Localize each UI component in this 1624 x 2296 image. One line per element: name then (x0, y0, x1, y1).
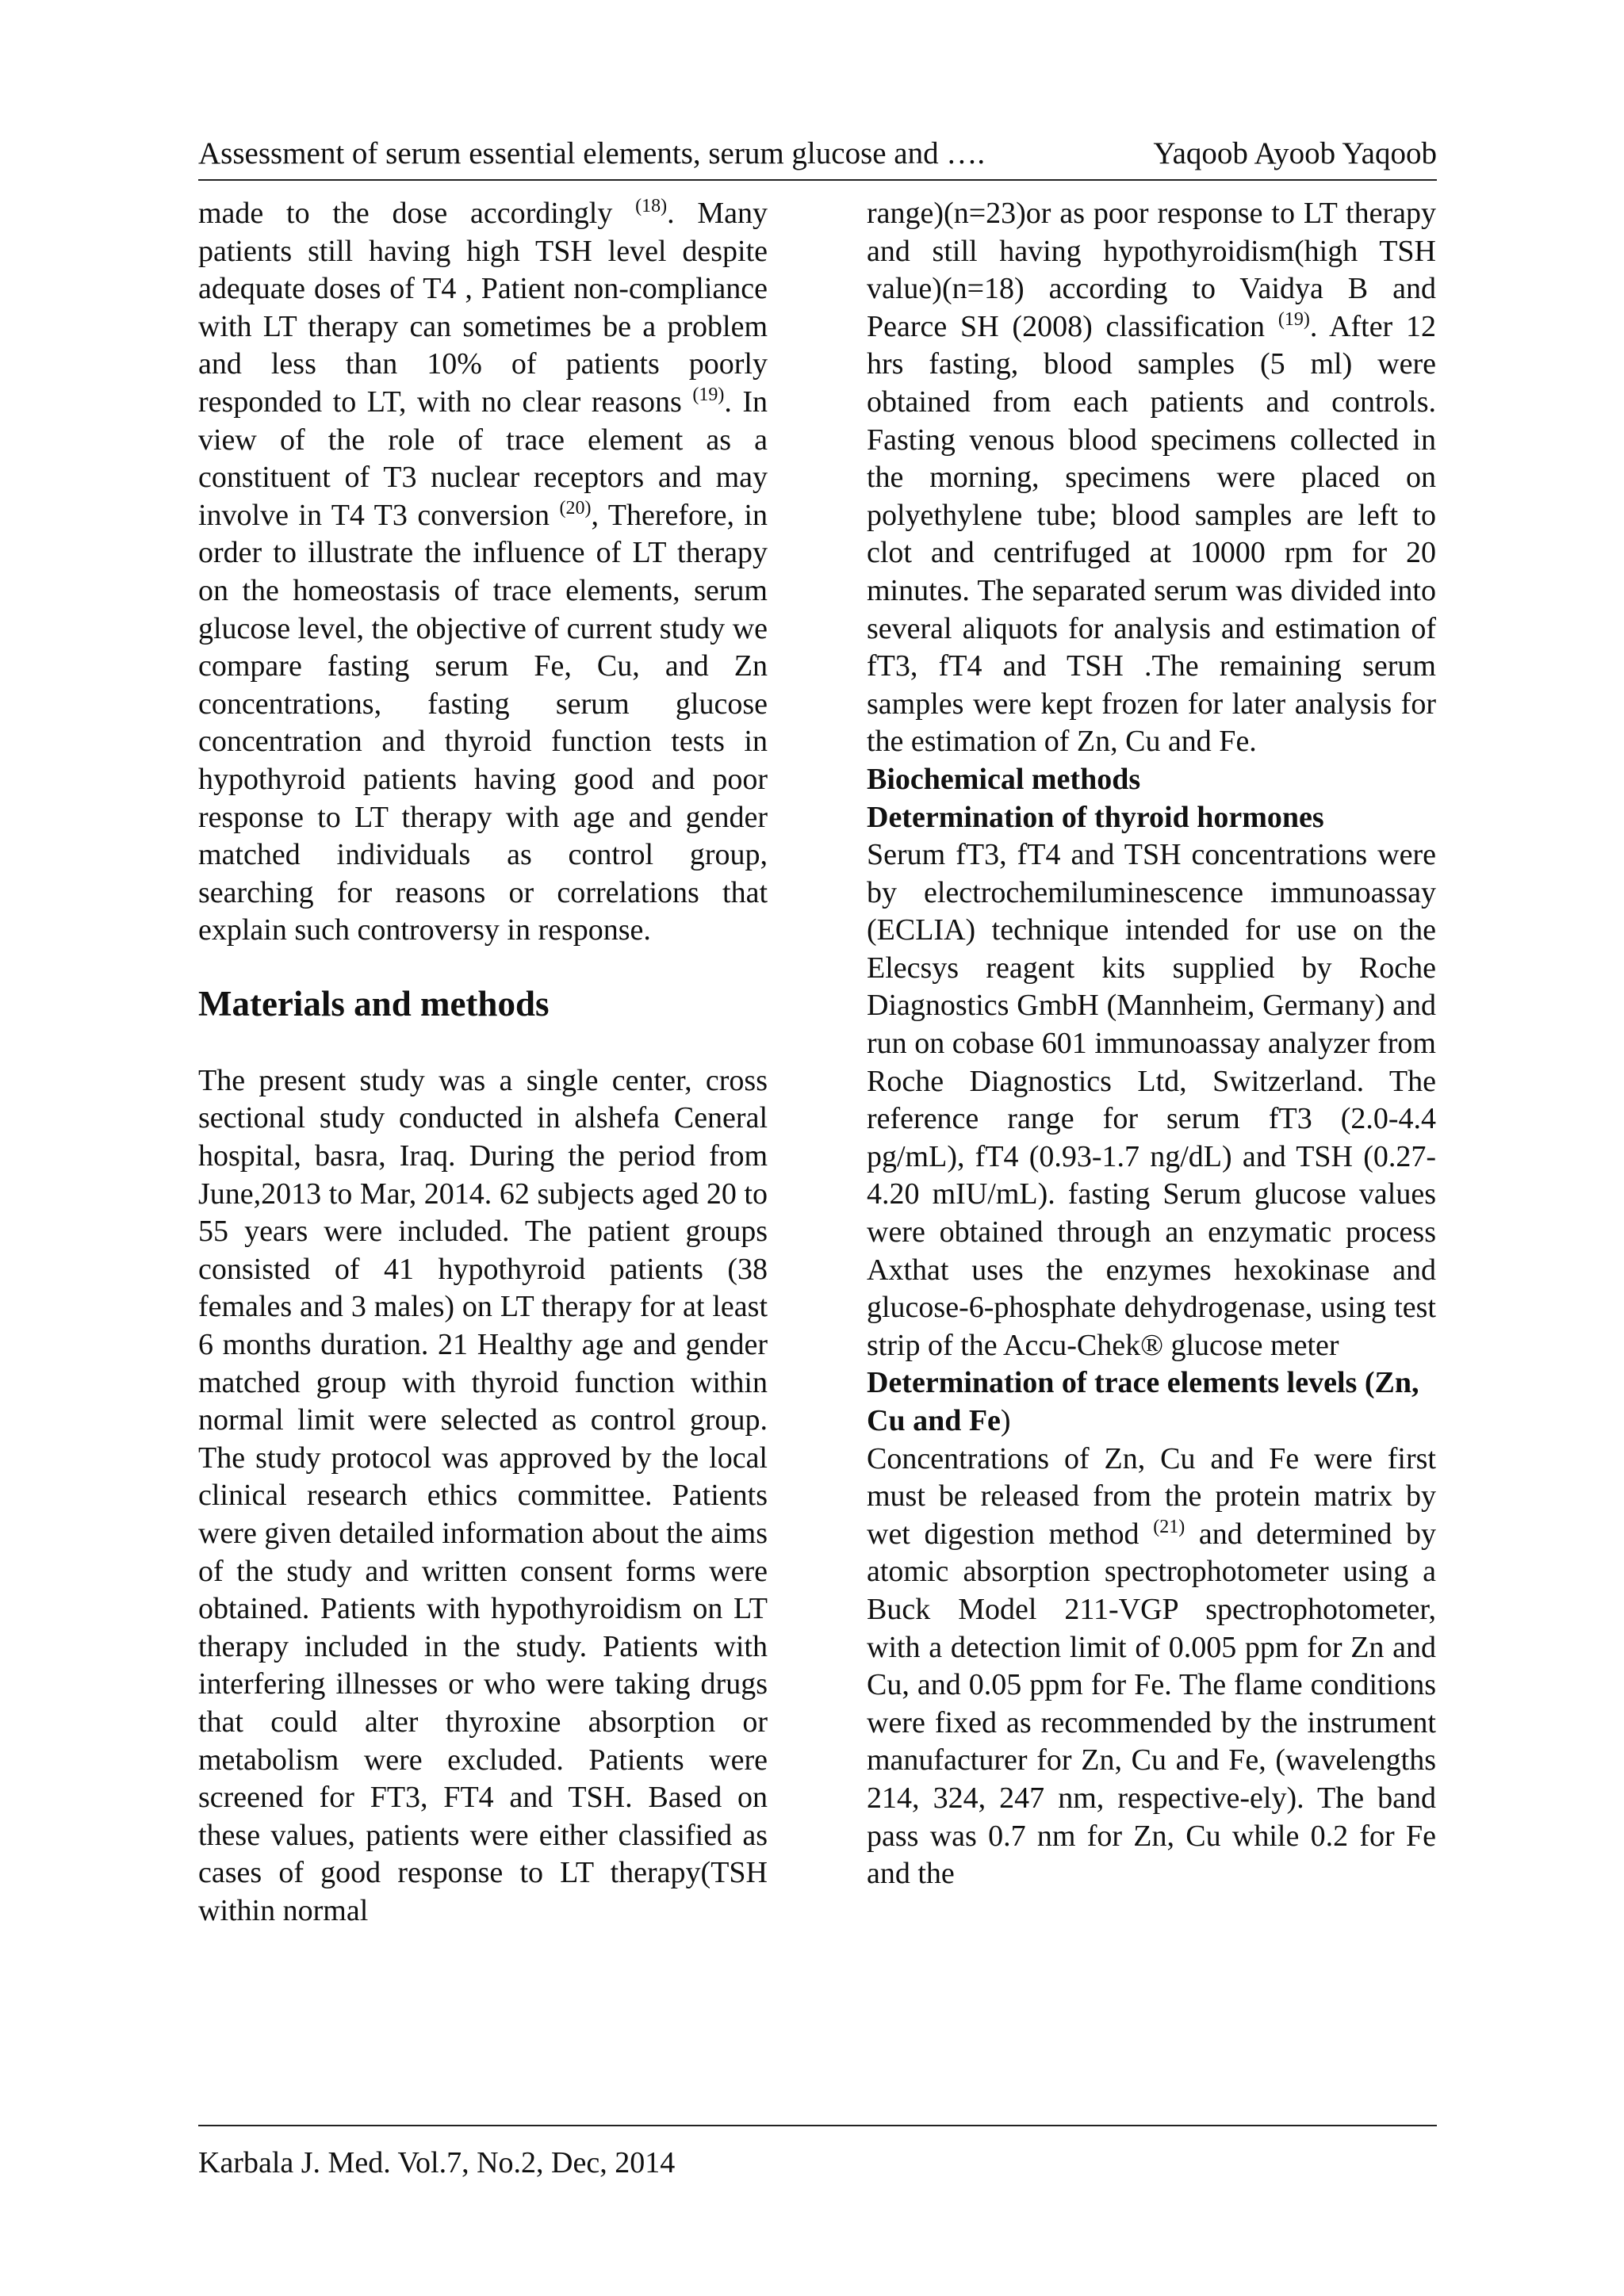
running-header (198, 133, 1437, 181)
header-author: Yaqoob Ayoob Yaqoob (1153, 136, 1437, 170)
subheading-trace-elements-paren: ) (1000, 1404, 1011, 1437)
citation-superscript: (20) (559, 497, 592, 519)
right-column (867, 195, 1436, 1893)
thyroid-paragraph: Serum fT3, fT4 and TSH concentrations were by electrochemiluminescence immunoassay (ECLIA) technique intended for use on the Elecsys reagent kits supplied by Roche Diagnostics GmbH (Mannheim, Germany) and run on cobase 601 immunoassay analyzer from Roche Diagnostics Ltd, Switzerland. The reference range for serum fT3 (2.0-4.4 pg/mL), fT4 (0.93-1.7 ng/dL) and TSH (0.27-4.20 mIU/mL). fasting Serum glucose values were obtained through an enzymatic process Axthat uses the enzymes hexokinase and glucose-6-phosphate dehydrogenase, using test strip of the Accu-Chek® glucose meter (867, 838, 1436, 1362)
subheading-trace-elements-text: Determination of trace elements levels (Zn, Cu and Fe (867, 1366, 1419, 1437)
citation-superscript: (18) (635, 196, 668, 216)
subheading-trace-elements (867, 1364, 1436, 1440)
citation-superscript: (19) (1277, 308, 1310, 330)
header-title: Assessment of serum essential elements, serum glucose and …. (198, 136, 986, 170)
running-footer (198, 2125, 1437, 2183)
left-column (198, 195, 768, 1931)
methods-paragraph: The present study was a single center, cross sectional study conducted in alshefa Ceneral hospital, basra, Iraq. During the period from June,2013 to Mar, 2014. 62 subjects aged 20 to 55 years were included. The patient groups consisted of 41 hypothyroid patients (38 females and 3 males) on LT therapy for at least 6 months duration. 21 Healthy age and gender matched group with thyroid function within normal limit were selected as control group. The study protocol was approved by the local clinical research ethics committee. Patients were given detailed information about the aims of the study and written consent forms were obtained. Patients with hypothyroidism on LT therapy included in the study. Patients with interfering illnesses or who were taking drugs that could alter thyroxine absorption or metabolism were excluded. Patients were screened for FT3, FT4 and TSH. Based on these values, patients were either classified as cases of good response to LT therapy(TSH within normal (198, 1063, 768, 1927)
trace-elements-paragraph: Concentrations of Zn, Cu and Fe were first must be released from the protein matrix by wet digestion method $^{(21)}$ and determined by atomic absorption spectrophotometer using a Buck Model 211-VGP spectrophotometer, with a detection limit of 0.005 ppm for Zn and Cu, and 0.05 ppm for Fe. The flame conditions were fixed as recommended by the instrument manufacturer for Zn, Cu and Fe, (wavelengths 214, 324, 247 nm, respective-ely). The band pass was 0.7 nm for Zn, Cu while 0.2 for Fe and the (867, 1441, 1436, 1891)
section-title: Materials and methods (198, 983, 550, 1024)
citation-superscript: (19) (692, 384, 725, 405)
subheading-biochemical-methods: Biochemical methods (867, 762, 1141, 796)
journal-citation: Karbala J. Med. Vol.7, No.2, Dec, 2014 (198, 2146, 676, 2179)
citation-superscript: (21) (1153, 1516, 1185, 1537)
subheading-thyroid-hormones: Determination of thyroid hormones (867, 800, 1324, 834)
methods-continued-paragraph: range)(n=23)or as poor response to LT therapy and still having hypothyroidism(high TSH value)(n=18) according to Vaidya B and Pearce SH (2008) classification $^{(19)}$. After 12 hrs fasting, blood samples (5 ml) were obtained from each patients and controls. Fasting venous blood specimens collected in the morning, specimens were placed on polyethylene tube; blood samples are left to clot and centrifuged at 10000 rpm for 20 minutes. The separated serum was divided into several aliquots for analysis and estimation of fT3, fT4 and TSH .The remaining serum samples were kept frozen for later analysis for the estimation of Zn, Cu and Fe. (867, 197, 1437, 759)
intro-paragraph: made to the dose accordingly $^{(18)}$. Many patients still having high TSH level despite adequate doses of T4 , Patient non-compliance with LT therapy can sometimes be a problem and less than 10% of patients poorly responded to LT, with no clear reasons $^{(19)}$. In view of the role of trace element as a constituent of T3 nuclear receptors and may involve in T4 T3 conversion $^{(20)}$, Therefore, in order to illustrate the influence of LT therapy on the homeostasis of trace elements, serum glucose level, the objective of current study we compare fasting serum Fe, Cu, and Zn concentrations, fasting serum glucose concentration and thyroid function tests in hypothyroid patients having good and poor response to LT therapy with age and gender matched individuals as control group, searching for reasons or correlations that explain such controversy in response. (198, 196, 768, 947)
